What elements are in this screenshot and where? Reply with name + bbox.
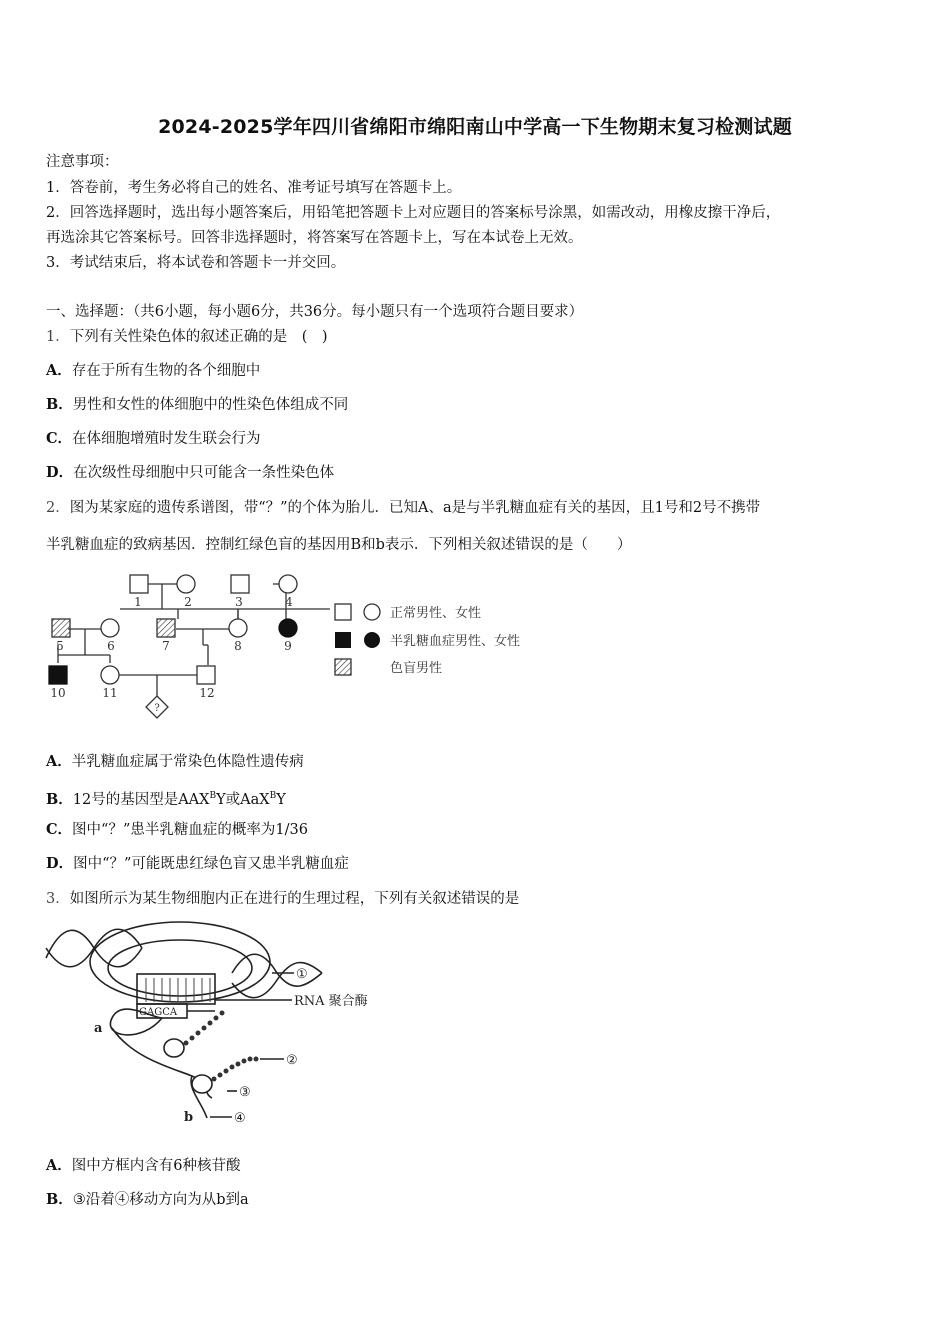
q2-option-b: B．12号的基因型是$AAX^BY$或AaX$^B$Y xyxy=(46,790,286,808)
pedigree-label-9: 9 xyxy=(284,639,292,653)
legend-label-galactosemia: 半乳糖血症男性、女性 xyxy=(390,634,521,649)
legend-label-colorblind: 色盲男性 xyxy=(390,661,443,676)
pedigree-individual-12 xyxy=(197,666,215,684)
transcription-figure xyxy=(42,918,402,1130)
notice-line-3: 3．考试结束后，将本试卷和答题卡一并交回。 xyxy=(46,255,346,271)
q1-number: 1． xyxy=(46,329,70,345)
q1-stem xyxy=(46,327,328,347)
pedigree-individual-7 xyxy=(157,619,175,637)
pedigree-individual-10 xyxy=(49,666,67,684)
pedigree-label-fetus: ? xyxy=(154,703,160,714)
q2-option-d: D．图中“？”可能既患红绿色盲又患半乳糖血症 xyxy=(46,855,349,872)
q1-option-a: A．存在于所有生物的各个细胞中 xyxy=(46,362,261,379)
q2-stem-line-1: 2．图为某家庭的遗传系谱图，带“？”的个体为胎儿．已知A、a是与半乳糖血症有关的基因，且1号和2号不携带 xyxy=(46,500,761,516)
label-b: b xyxy=(184,1110,194,1125)
pedigree-individual-6 xyxy=(101,619,119,637)
q1-option-b: B．男性和女性的体细胞中的性染色体组成不同 xyxy=(46,396,349,413)
pedigree-label-4: 4 xyxy=(285,595,293,609)
label-3: ③ xyxy=(239,1085,251,1100)
pedigree-individual-8 xyxy=(229,619,247,637)
legend-colorblind-male xyxy=(335,659,351,675)
pedigree-individual-3 xyxy=(231,575,249,593)
pedigree-label-7: 7 xyxy=(162,639,170,653)
label-a: a xyxy=(94,1021,103,1036)
legend-label-normal: 正常男性、女性 xyxy=(390,606,482,621)
pedigree-label-3: 3 xyxy=(235,595,243,609)
label-rna-polymerase: RNA 聚合酶 xyxy=(294,994,368,1009)
q1-option-c: C．在体细胞增殖时发生联会行为 xyxy=(46,430,261,447)
notice-heading: 注意事项： xyxy=(46,154,119,170)
q2-option-a: A．半乳糖血症属于常染色体隐性遗传病 xyxy=(46,753,304,770)
q1-option-d: D．在次级性母细胞中只可能含一条性染色体 xyxy=(46,464,335,481)
legend-normal-male xyxy=(335,604,351,620)
pedigree-individual-4 xyxy=(279,575,297,593)
page-title: 2024-2025学年四川省绵阳市绵阳南山中学高一下生物期末复习检测试题 xyxy=(158,116,792,138)
q2-number: 2． xyxy=(46,500,70,516)
q3-option-a: A．图中方框内含有6种核苷酸 xyxy=(46,1157,241,1174)
q3-stem: 3．如图所示为某生物细胞内正在进行的生理过程，下列有关叙述错误的是 xyxy=(46,891,520,907)
pedigree-label-8: 8 xyxy=(234,639,242,653)
pedigree-individual-1 xyxy=(130,575,148,593)
pedigree-label-2: 2 xyxy=(184,595,192,609)
pedigree-label-1: 1 xyxy=(134,595,142,609)
pedigree-individual-2 xyxy=(177,575,195,593)
label-1: ① xyxy=(296,967,308,982)
pedigree-individual-5 xyxy=(52,619,70,637)
q1-text: 下列有关性染色体的叙述正确的是 ( ) xyxy=(69,329,328,345)
legend-normal-female xyxy=(364,604,380,620)
notice-line-1: 1．答卷前，考生务必将自己的姓名、准考证号填写在答题卡上。 xyxy=(46,180,462,196)
ribosome-2 xyxy=(192,1075,212,1093)
legend-galactosemia-female xyxy=(364,632,380,648)
q2-stem-line-2: 半乳糖血症的致病基因．控制红绿色盲的基因用B和b表示．下列相关叙述错误的是（ ） xyxy=(46,537,632,553)
pedigree-figure xyxy=(40,565,560,725)
pedigree-label-11: 11 xyxy=(102,686,118,700)
section-heading: 一、选择题：（共6小题，每小题6分，共36分。每小题只有一个选项符合题目要求） xyxy=(46,304,584,320)
pedigree-individual-9 xyxy=(279,619,297,637)
label-2: ② xyxy=(286,1053,298,1068)
notice-line-2a: 2．回答选择题时，选出每小题答案后，用铅笔把答题卡上对应题目的答案标号涂黑，如需改动，用橡皮擦干净后， xyxy=(46,205,781,221)
q3-option-b: B．③沿着④移动方向为从b到a xyxy=(46,1191,249,1208)
pedigree-label-5: 5 xyxy=(56,639,64,653)
notice-line-2b: 再选涂其它答案标号。回答非选择题时，将答案写在答题卡上，写在本试卷上无效。 xyxy=(46,230,583,246)
ribosome-1 xyxy=(164,1039,184,1057)
q2-option-c: C．图中“？”患半乳糖血症的概率为1/36 xyxy=(46,821,308,838)
q3-number: 3． xyxy=(46,891,70,907)
pedigree-individual-11 xyxy=(101,666,119,684)
pedigree-label-6: 6 xyxy=(107,639,115,653)
dna-box-sequence: GAGCA xyxy=(139,1007,178,1018)
pedigree-label-10: 10 xyxy=(50,686,66,700)
legend-galactosemia-male xyxy=(335,632,351,648)
pedigree-label-12: 12 xyxy=(199,686,215,700)
label-4: ④ xyxy=(234,1111,246,1126)
